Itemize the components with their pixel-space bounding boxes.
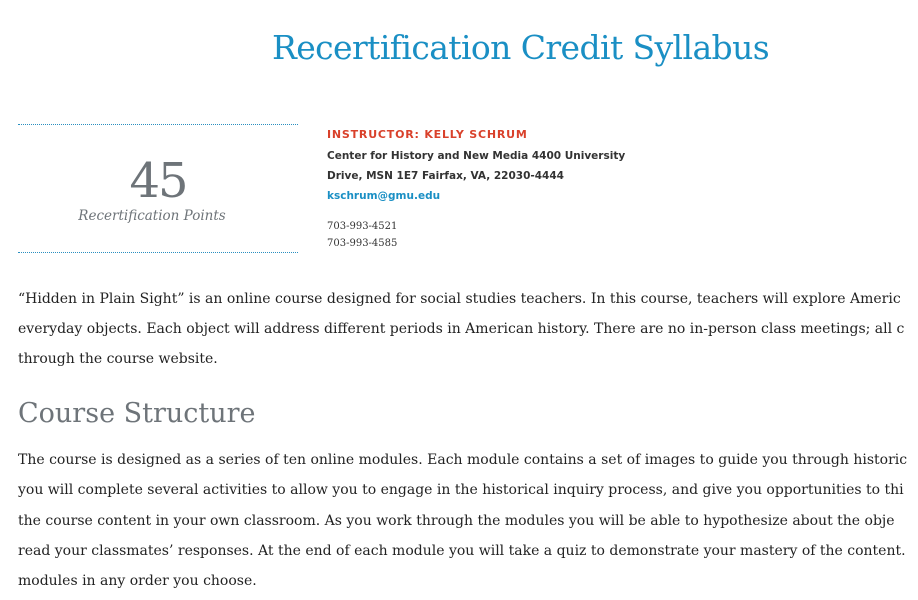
instructor-name: INSTRUCTOR: KELLY SCHRUM [327, 128, 528, 141]
address-line: Drive, MSN 1E7 Fairfax, VA, 22030-4444 [327, 170, 564, 182]
course-structure-line: read your classmates’ responses. At the end of each module you will take a quiz to demonstrate your mastery of the content. [18, 542, 906, 559]
intro-line: through the course website. [18, 351, 218, 367]
instructor-address [327, 146, 787, 186]
intro-paragraph [18, 284, 918, 374]
phone-number: 703-993-4585 [327, 238, 398, 249]
course-structure-line: The course is designed as a series of ten online modules. Each module contains a set of images to guide you through historic [18, 452, 908, 468]
intro-line: “Hidden in Plain Sight” is an online course designed for social studies teachers. In this course, teachers will explore Americ [18, 291, 901, 307]
course-structure-paragraph [18, 445, 918, 596]
course-structure-line: you will complete several activities to allow you to engage in the historical inquiry process, and give you opportunities to thi [18, 482, 904, 499]
address-line: Center for History and New Media 4400 University [327, 150, 626, 162]
instructor-phones [327, 218, 787, 252]
instructor-info [327, 128, 787, 252]
instructor-email-link[interactable]: kschrum@gmu.edu [327, 190, 441, 202]
phone-number: 703-993-4521 [327, 221, 398, 232]
section-heading-course-structure: Course Structure [18, 398, 256, 429]
page-title: Recertification Credit Syllabus [272, 28, 770, 67]
points-label: Recertification Points [78, 208, 226, 224]
course-structure-line: the course content in your own classroom. As you work through the modules you will be able to hypothesize about the obje [18, 512, 895, 529]
intro-line: everyday objects. Each object will address different periods in American history. There are no in-person class meetings; all c [18, 321, 905, 337]
points-value: 45 [129, 153, 187, 209]
course-structure-line: modules in any order you choose. [18, 573, 257, 590]
recertification-points-box [18, 124, 298, 253]
